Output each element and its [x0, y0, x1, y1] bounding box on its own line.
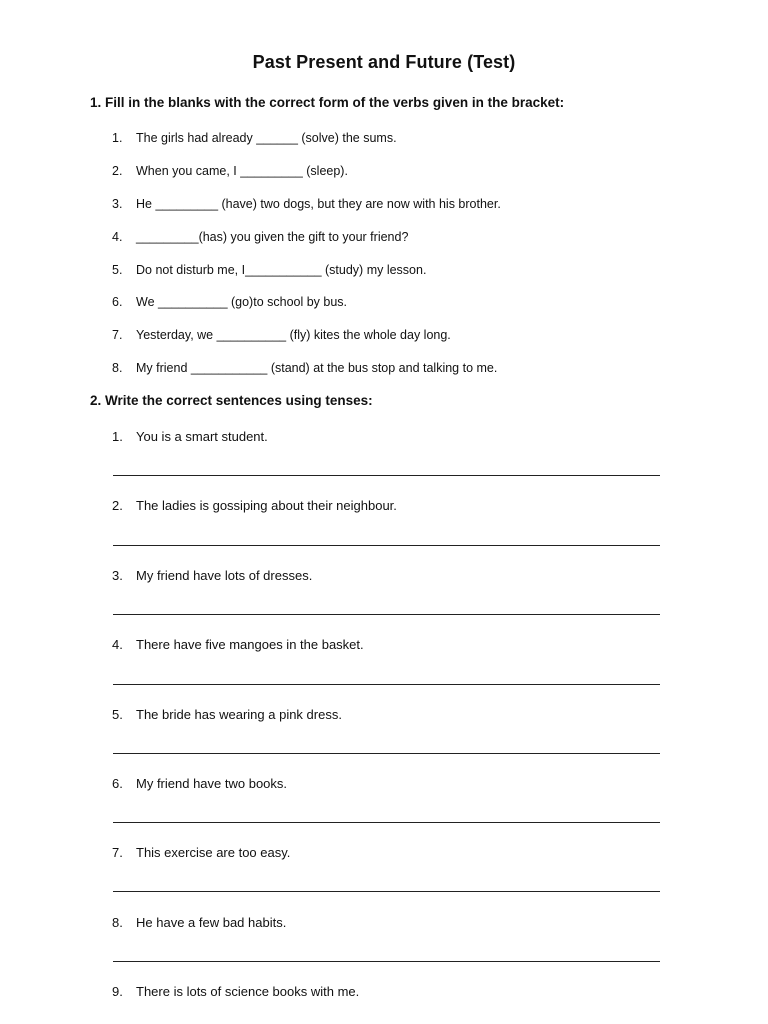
- item-text: There is lots of science books with me.: [136, 984, 360, 999]
- answer-line[interactable]: [113, 614, 660, 615]
- item-number: 7.: [112, 845, 123, 860]
- item-text: When you came, I _________ (sleep).: [136, 164, 348, 178]
- item-text: The girls had already ______ (solve) the sums.: [136, 131, 397, 145]
- fill-blank-item: [112, 229, 408, 245]
- correction-item: [112, 498, 397, 514]
- item-number: 2.: [112, 498, 123, 513]
- answer-line[interactable]: [113, 684, 660, 685]
- item-text: My friend have lots of dresses.: [136, 568, 313, 583]
- item-number: 5.: [112, 263, 123, 277]
- fill-blank-item: [112, 327, 451, 343]
- item-number: 2.: [112, 164, 123, 178]
- item-text: He have a few bad habits.: [136, 915, 287, 930]
- fill-blank-item: [112, 130, 397, 146]
- answer-line[interactable]: [113, 753, 660, 754]
- fill-blank-item: [112, 196, 501, 212]
- item-number: 6.: [112, 295, 123, 309]
- item-number: 7.: [112, 328, 123, 342]
- answer-line[interactable]: [113, 961, 660, 962]
- answer-line[interactable]: [113, 475, 660, 476]
- item-number: 5.: [112, 707, 123, 722]
- fill-blank-item: [112, 294, 347, 310]
- item-number: 1.: [112, 429, 123, 444]
- item-text: My friend ___________ (stand) at the bus stop and talking to me.: [136, 361, 498, 375]
- item-text: My friend have two books.: [136, 776, 288, 791]
- correction-item: [112, 429, 268, 445]
- fill-blank-item: [112, 163, 348, 179]
- item-number: 3.: [112, 568, 123, 583]
- item-text: Yesterday, we __________ (fly) kites the whole day long.: [136, 328, 451, 342]
- item-text: The bride has wearing a pink dress.: [136, 707, 342, 722]
- correction-item: [112, 915, 286, 931]
- answer-line[interactable]: [113, 822, 660, 823]
- answer-line[interactable]: [113, 891, 660, 892]
- correction-item: [112, 776, 287, 792]
- answer-line[interactable]: [113, 545, 660, 546]
- item-number: 9.: [112, 984, 123, 999]
- item-text: You is a smart student.: [136, 429, 268, 444]
- item-text: This exercise are too easy.: [136, 845, 291, 860]
- section-1-heading: 1. Fill in the blanks with the correct form of the verbs given in the bracket:: [90, 95, 565, 110]
- item-number: 3.: [112, 197, 123, 211]
- item-text: The ladies is gossiping about their neighbour.: [136, 498, 397, 513]
- fill-blank-item: [112, 262, 426, 278]
- item-number: 4.: [112, 230, 123, 244]
- item-number: 8.: [112, 361, 123, 375]
- item-text: We __________ (go)to school by bus.: [136, 295, 348, 309]
- correction-item: [112, 568, 312, 584]
- item-text: He _________ (have) two dogs, but they are now with his brother.: [136, 197, 501, 211]
- correction-item: [112, 707, 342, 723]
- item-number: 4.: [112, 637, 123, 652]
- item-text: Do not disturb me, I___________ (study) my lesson.: [136, 263, 427, 277]
- correction-item: [112, 637, 364, 653]
- item-number: 6.: [112, 776, 123, 791]
- item-text: There have five mangoes in the basket.: [136, 637, 364, 652]
- item-text: _________(has) you given the gift to your friend?: [136, 230, 409, 244]
- correction-item: [112, 984, 359, 1000]
- section-2-heading: 2. Write the correct sentences using tenses:: [90, 393, 373, 408]
- page-title: Past Present and Future (Test): [252, 52, 516, 72]
- correction-item: [112, 845, 290, 861]
- item-number: 8.: [112, 915, 123, 930]
- fill-blank-item: [112, 360, 497, 376]
- item-number: 1.: [112, 131, 123, 145]
